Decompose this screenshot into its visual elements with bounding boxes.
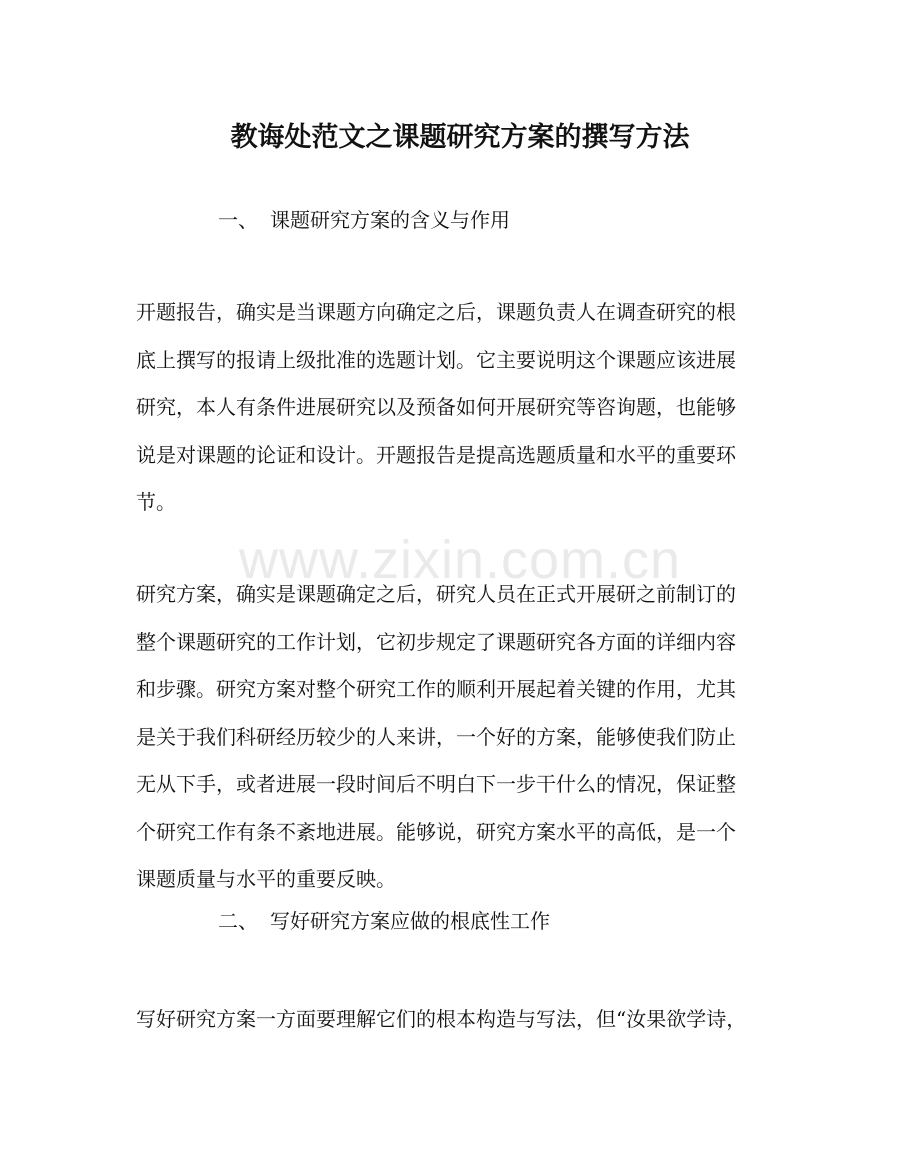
section-heading-1 <box>218 205 510 235</box>
paragraph-line: 是关于我们科研经历较少的人来讲，一个好的方案，能够使我们防止 <box>136 724 736 749</box>
paragraph-line: 节。 <box>136 490 176 514</box>
paragraph-line: 底上撰写的报请上级批准的选题计划。它主要说明这个课题应该进展 <box>136 347 736 372</box>
paragraph-2 <box>136 571 772 904</box>
paragraph-line: 课题质量与水平的重要反映。 <box>136 867 396 891</box>
paragraph-line: 个研究工作有条不紊地进展。能够说，研究方案水平的高低，是一个 <box>136 819 736 844</box>
paragraph-line: 研究方案，确实是课题确定之后，研究人员在正式开展研之前制订的 <box>136 582 736 606</box>
paragraph-1 <box>136 289 772 527</box>
paragraph-line: 研究，本人有条件进展研究以及预备如何开展研究等咨询题，也能够 <box>136 395 736 419</box>
paragraph-line: 整个课题研究的工作计划，它初步规定了课题研究各方面的详细内容 <box>136 629 736 654</box>
section-heading-text: 课题研究方案的含义与作用 <box>270 208 510 232</box>
section-heading-text: 写好研究方案应做的根底性工作 <box>270 909 550 933</box>
section-heading-number: 二、 <box>218 909 258 933</box>
section-heading-2 <box>218 906 550 936</box>
paragraph-line: 无从下手，或者进展一段时间后不明白下一步干什么的情况，保证整 <box>136 772 736 796</box>
paragraph-line: 写好研究方案一方面要理解它们的根本构造与写法，但“汝果欲学诗， <box>136 1007 747 1031</box>
watermark: www.zixin.com.cn <box>238 530 682 590</box>
section-heading-number: 一、 <box>218 208 258 232</box>
paragraph-line: 和步骤。研究方案对整个研究工作的顺利开展起着关键的作用，尤其 <box>136 677 736 701</box>
paragraph-line: 说是对课题的论证和设计。开题报告是提高选题质量和水平的重要环 <box>136 442 736 467</box>
paragraph-line: 开题报告，确实是当课题方向确定之后，课题负责人在调查研究的根 <box>136 300 736 324</box>
document-title: 教诲处范文之课题研究方案的撰写方法 <box>230 122 690 153</box>
paragraph-3 <box>136 996 772 1044</box>
